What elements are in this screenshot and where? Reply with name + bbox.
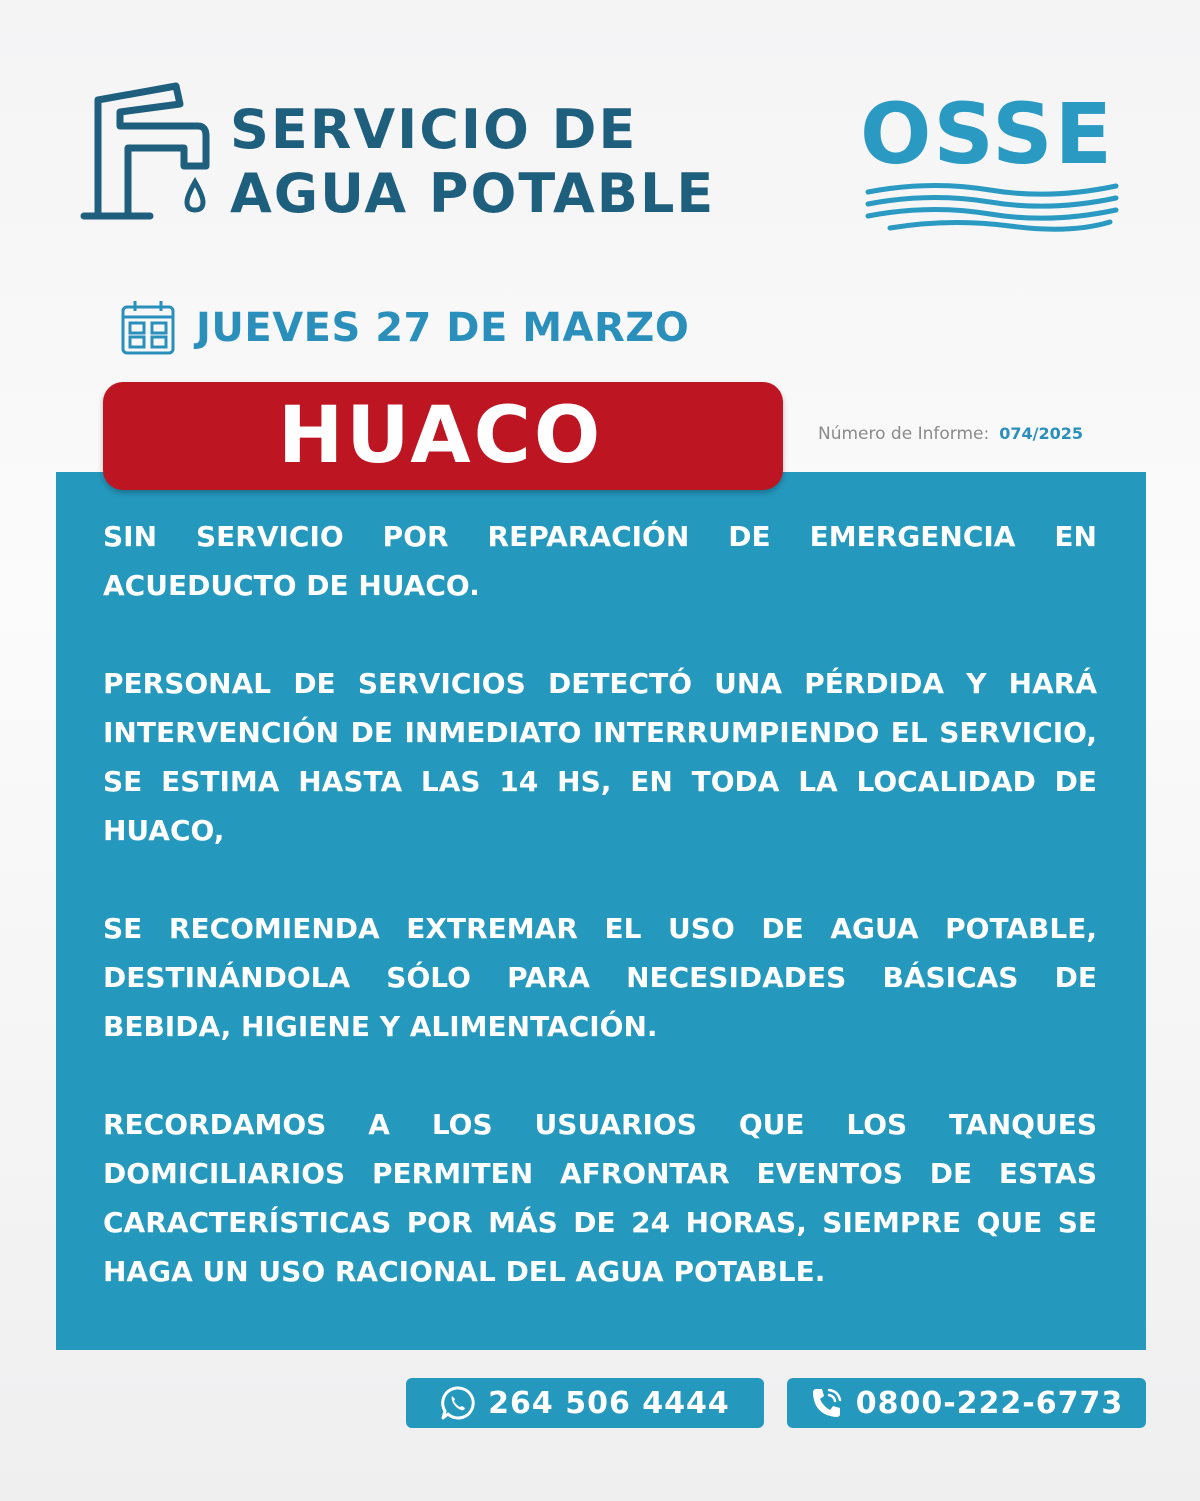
osse-logo xyxy=(860,85,1122,232)
page-title xyxy=(230,98,715,226)
water-waves-icon xyxy=(860,178,1122,232)
notice-paragraph: SIN SERVICIO POR REPARACIÓN DE EMERGENCIA EN ACUEDUCTO DE HUACO. xyxy=(103,520,1097,602)
report-label: Número de Informe: xyxy=(818,424,990,444)
notice-paragraph: SE RECOMIENDA EXTREMAR EL USO DE AGUA POTABLE, DESTINÁNDOLA SÓLO PARA NECESIDADES BÁSICAS DE BEBIDA, HIGIENE Y ALIMENTACIÓN. xyxy=(103,912,1097,1043)
date-row xyxy=(120,298,689,358)
date-text: JUEVES 27 DE MARZO xyxy=(196,305,690,351)
phone-call-icon xyxy=(810,1386,844,1420)
report-number xyxy=(818,424,1083,444)
whatsapp-icon xyxy=(440,1385,476,1421)
notice-paragraph: PERSONAL DE SERVICIOS DETECTÓ UNA PÉRDIDA Y HARÁ INTERVENCIÓN DE INMEDIATO INTERRUMPIENDO EL SERVICIO, SE ESTIMA HASTA LAS 14 HS, EN TODA LA LOCALIDAD DE HUACO, xyxy=(103,667,1097,847)
phone-number: 0800-222-6773 xyxy=(855,1385,1124,1421)
notice-paragraph: RECORDAMOS A LOS USUARIOS QUE LOS TANQUES DOMICILIARIOS PERMITEN AFRONTAR EVENTOS DE ESTAS CARACTERÍSTICAS POR MÁS DE 24 HORAS, SIEMPRE QUE SE HAGA UN USO RACIONAL DEL AGUA POTABLE. xyxy=(103,1108,1097,1288)
logo-text: OSSE xyxy=(860,85,1115,183)
title-line-2: AGUA POTABLE xyxy=(230,162,716,225)
phone-contact[interactable] xyxy=(787,1378,1146,1428)
title-line-1: SERVICIO DE xyxy=(230,98,638,161)
whatsapp-number: 264 506 4444 xyxy=(488,1385,730,1421)
whatsapp-contact[interactable] xyxy=(406,1378,764,1428)
faucet-water-drop-icon xyxy=(80,78,220,228)
report-number-value: 074/2025 xyxy=(999,424,1083,443)
notice-body xyxy=(103,512,1097,1296)
calendar-icon xyxy=(120,299,176,357)
location-badge: HUACO xyxy=(103,382,783,490)
